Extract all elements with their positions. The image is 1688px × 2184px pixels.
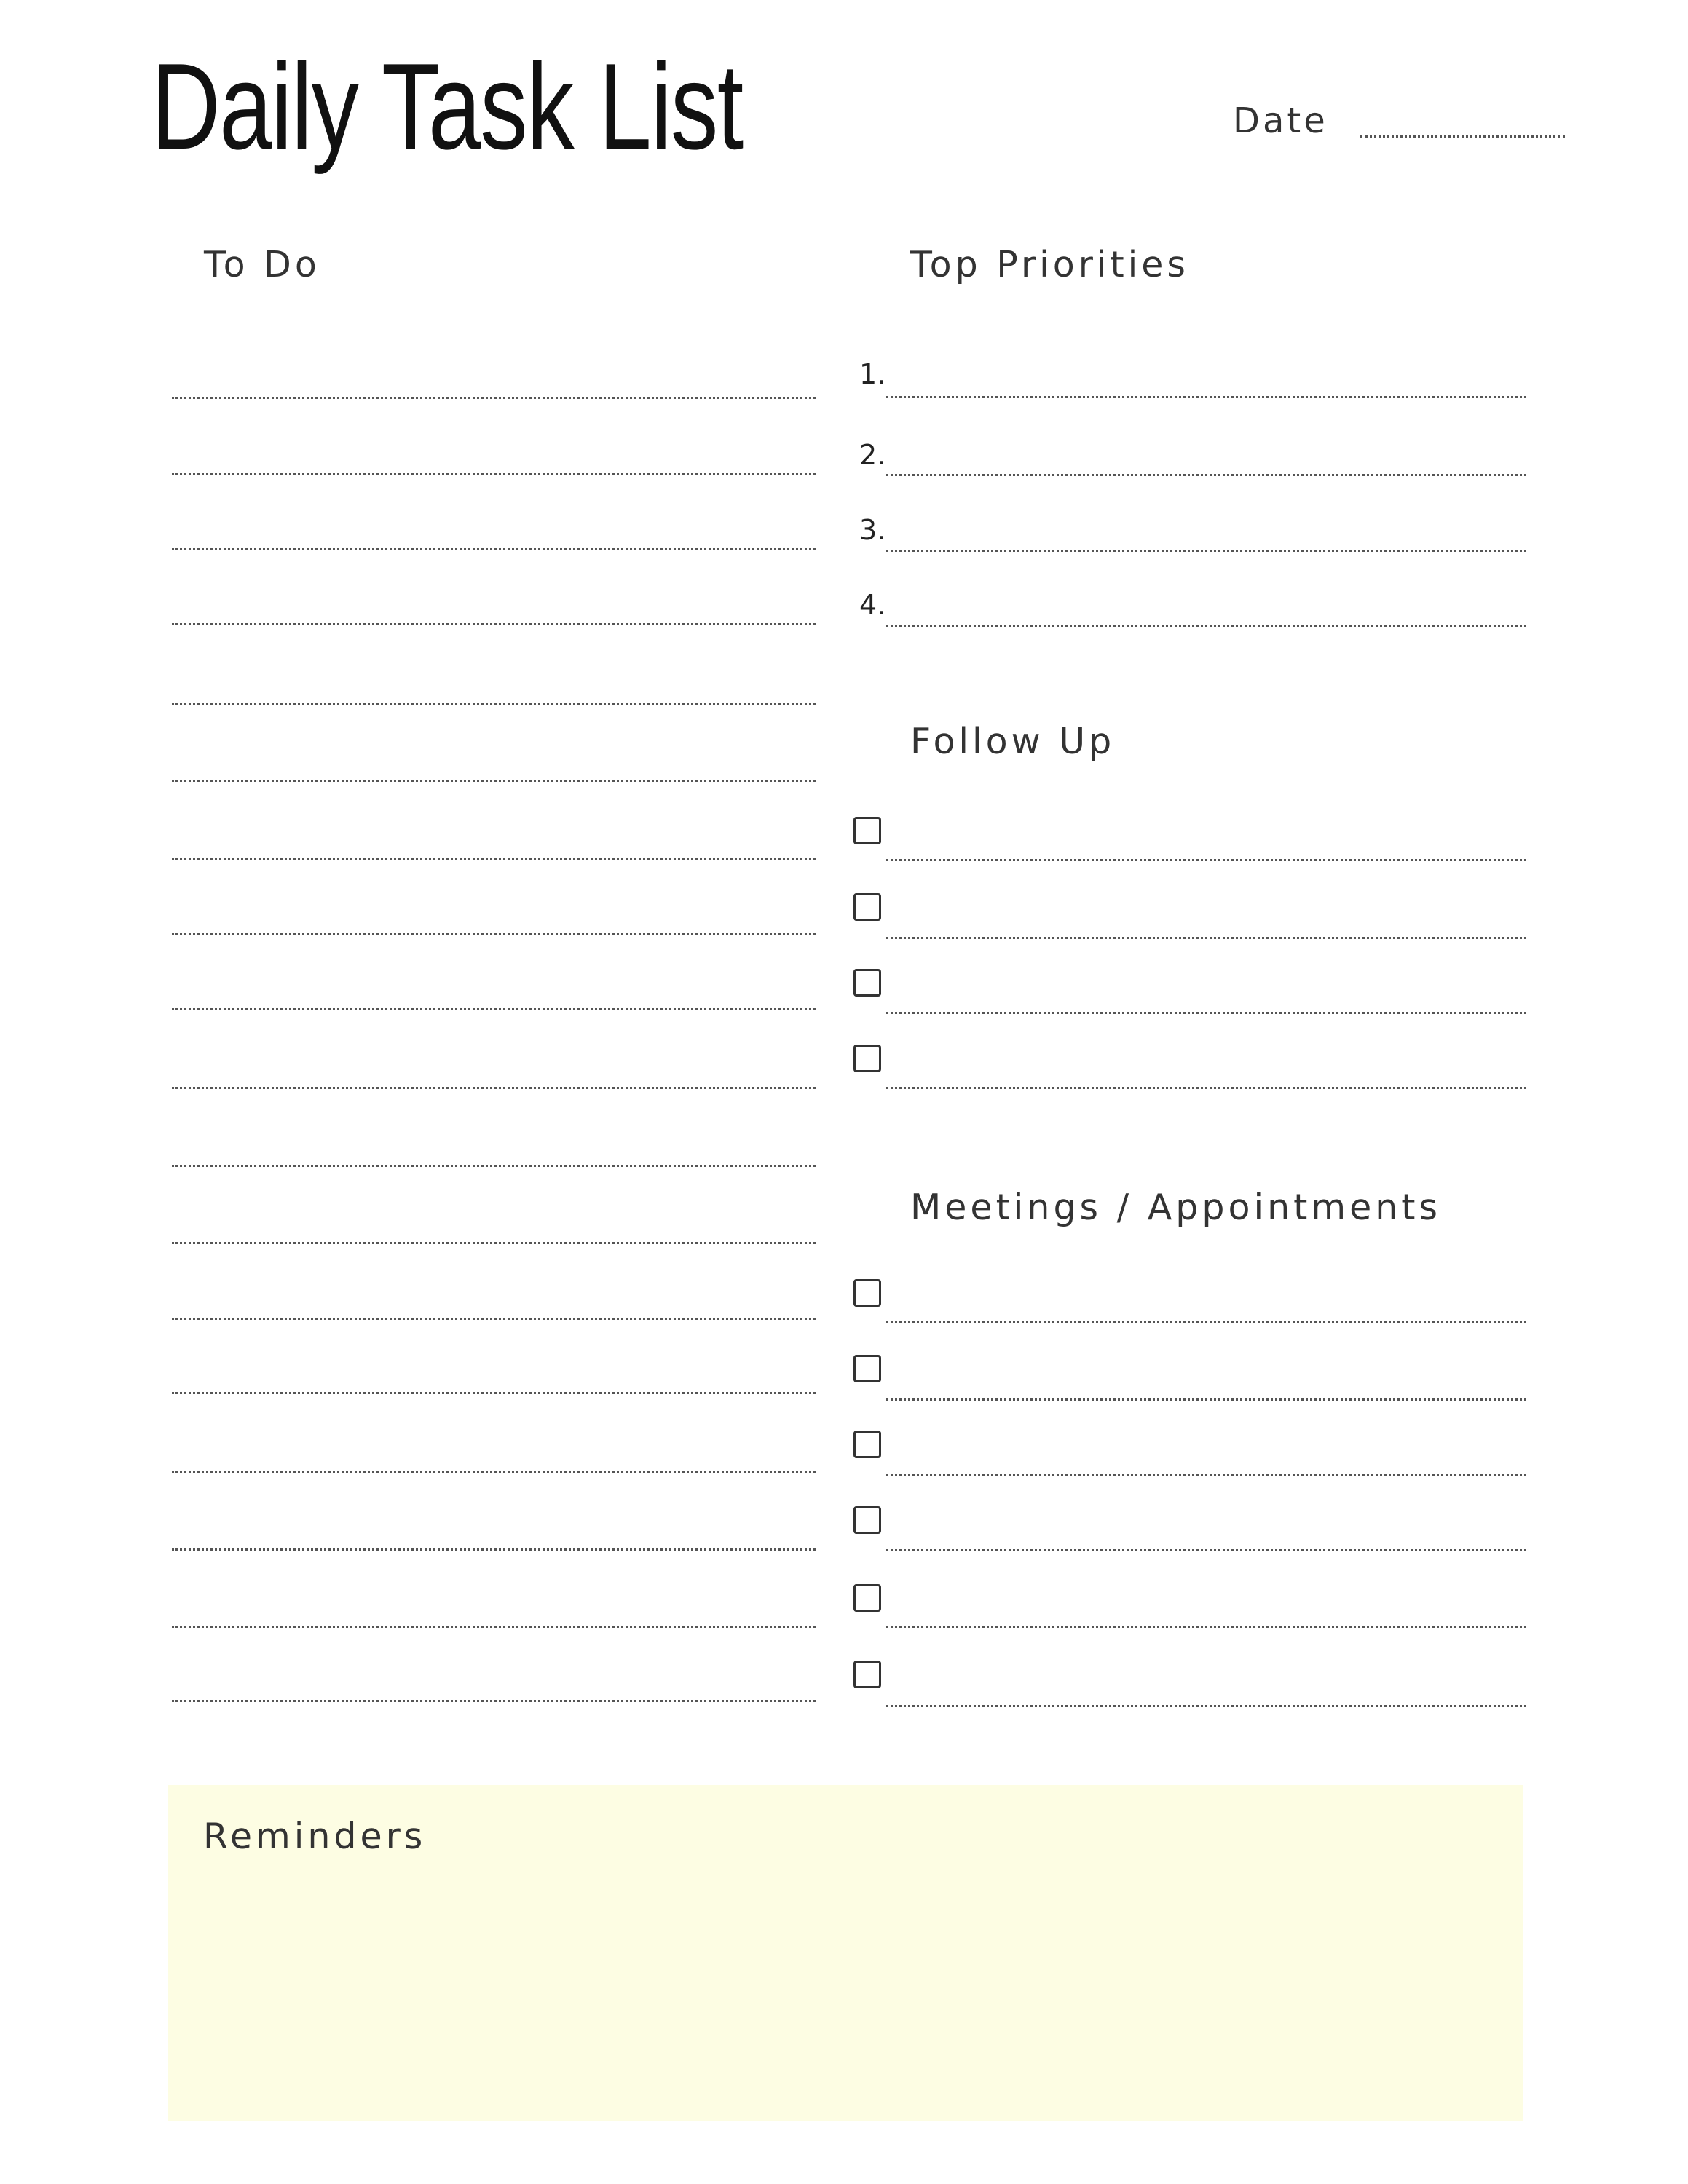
todo-line[interactable] [172, 703, 816, 705]
follow-up-heading: Follow Up [910, 721, 1116, 762]
checkbox[interactable] [853, 1661, 881, 1688]
todo-line[interactable] [172, 473, 816, 475]
entry-line[interactable] [886, 1087, 1526, 1089]
todo-line[interactable] [172, 1548, 816, 1551]
todo-line[interactable] [172, 858, 816, 860]
todo-line[interactable] [172, 780, 816, 782]
priority-number: 1. [859, 358, 886, 390]
todo-line[interactable] [172, 933, 816, 935]
entry-line[interactable] [886, 1474, 1526, 1476]
entry-line[interactable] [886, 1549, 1526, 1551]
reminders-heading: Reminders [203, 1816, 427, 1857]
todo-line[interactable] [172, 1242, 816, 1244]
page-title: Daily Task List [151, 38, 743, 175]
todo-line[interactable] [172, 1165, 816, 1167]
checkbox[interactable] [853, 969, 881, 997]
entry-line[interactable] [886, 1012, 1526, 1014]
entry-line[interactable] [886, 1705, 1526, 1707]
priority-line[interactable] [886, 396, 1526, 398]
meetings-heading: Meetings / Appointments [910, 1187, 1442, 1228]
entry-line[interactable] [886, 1398, 1526, 1401]
checkbox[interactable] [853, 1279, 881, 1307]
entry-line[interactable] [886, 859, 1526, 861]
checkbox[interactable] [853, 1506, 881, 1534]
checkbox[interactable] [853, 1355, 881, 1382]
checkbox[interactable] [853, 1431, 881, 1458]
checkbox[interactable] [853, 1045, 881, 1072]
entry-line[interactable] [886, 1321, 1526, 1323]
todo-line[interactable] [172, 1700, 816, 1702]
todo-line[interactable] [172, 1471, 816, 1473]
todo-line[interactable] [172, 548, 816, 550]
entry-line[interactable] [886, 937, 1526, 939]
todo-line[interactable] [172, 1008, 816, 1010]
entry-line[interactable] [886, 1626, 1526, 1628]
priority-line[interactable] [886, 625, 1526, 627]
todo-line[interactable] [172, 1392, 816, 1394]
todo-heading: To Do [204, 244, 320, 285]
checkbox[interactable] [853, 817, 881, 844]
priority-number: 2. [859, 439, 886, 471]
todo-line[interactable] [172, 397, 816, 399]
date-label: Date [1233, 100, 1328, 141]
priority-line[interactable] [886, 550, 1526, 552]
todo-line[interactable] [172, 1318, 816, 1320]
todo-line[interactable] [172, 1087, 816, 1089]
checkbox[interactable] [853, 1584, 881, 1612]
priority-number: 4. [859, 589, 886, 621]
todo-line[interactable] [172, 1626, 816, 1628]
todo-line[interactable] [172, 623, 816, 625]
checkbox[interactable] [853, 893, 881, 921]
date-field-line[interactable] [1360, 135, 1565, 138]
reminders-box[interactable] [168, 1785, 1523, 2121]
top-priorities-heading: Top Priorities [910, 244, 1189, 285]
priority-number: 3. [859, 514, 886, 546]
priority-line[interactable] [886, 474, 1526, 476]
